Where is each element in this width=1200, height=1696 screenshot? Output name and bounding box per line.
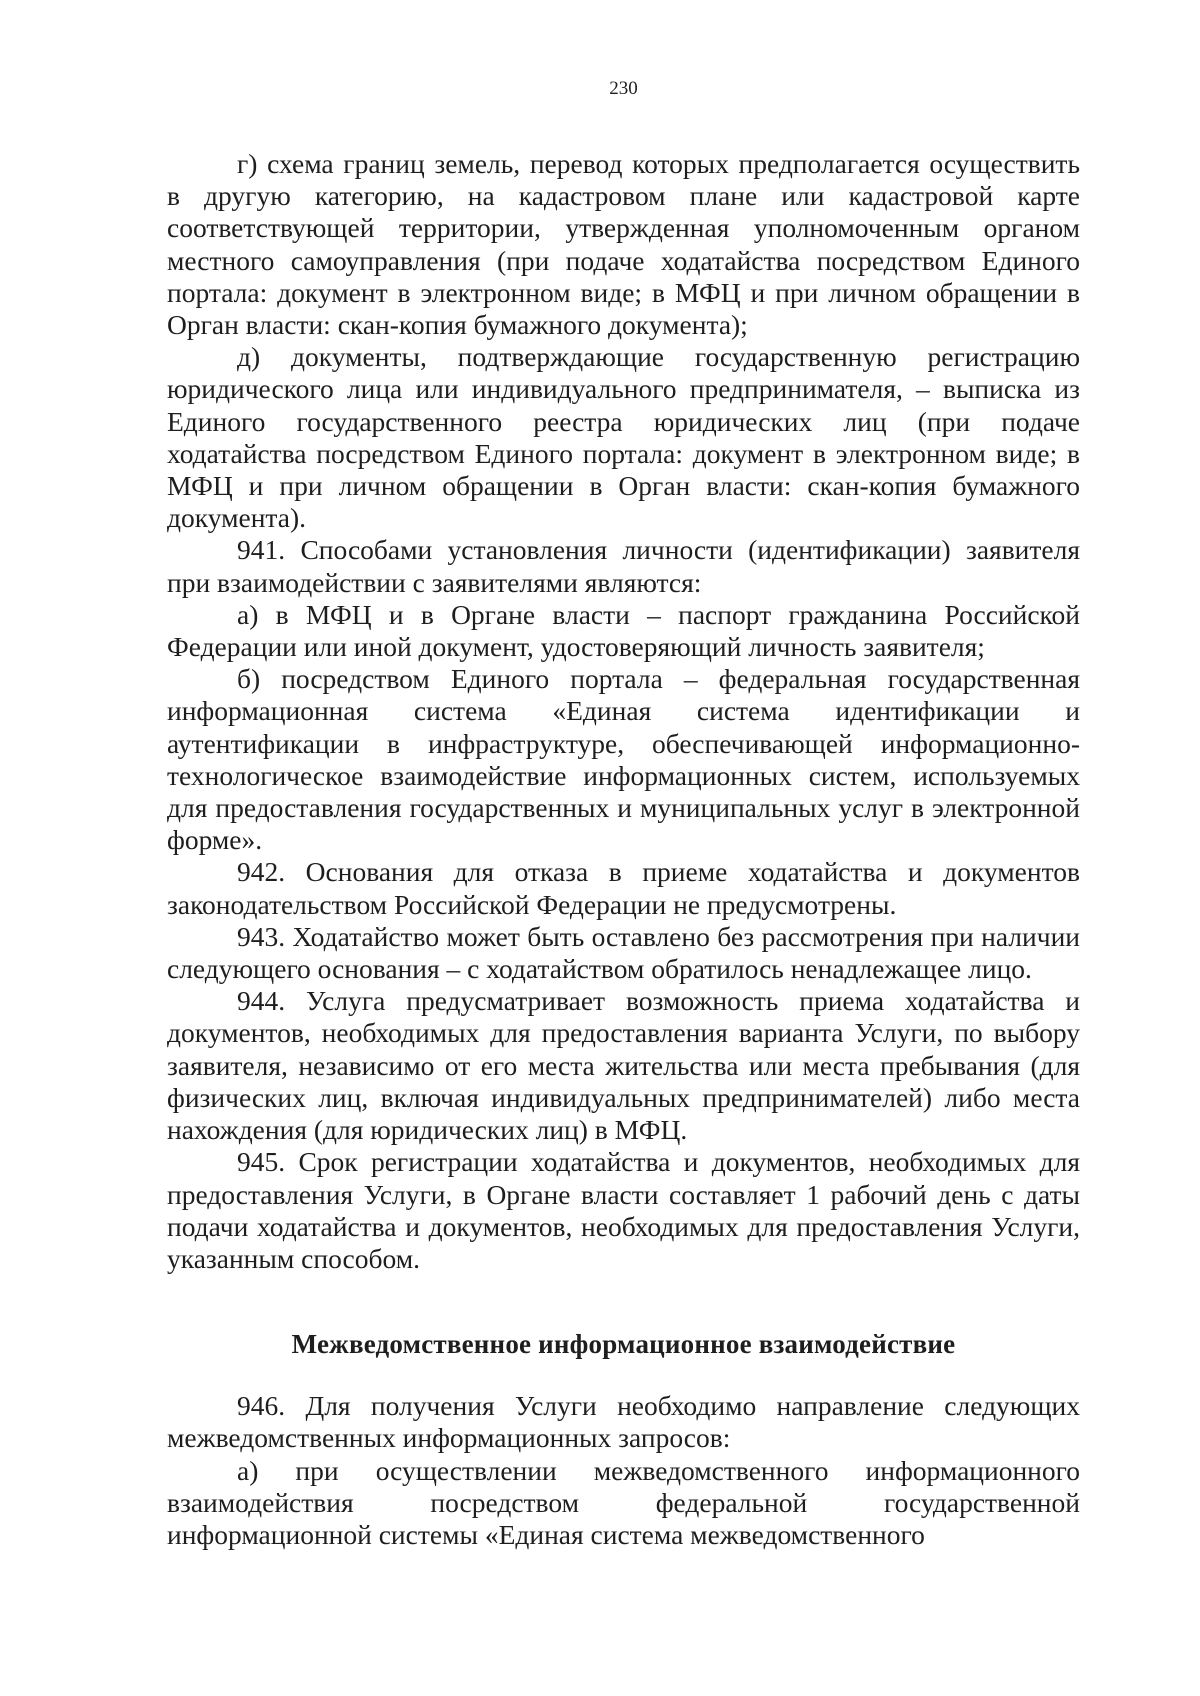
paragraph-941-b: б) посредством Единого портала – федеральная государственная информационная система «Единая система идентификации и аутентификации в инфраструктуре, обеспечивающей информационно-технологическое взаимодействие информационных систем, используемых для предоставления государственных и муниципальных услуг в электронной форме».	[167, 663, 1080, 856]
section-heading: Межведомственное информационное взаимодействие	[291, 1329, 956, 1360]
paragraph-946: 946. Для получения Услуги необходимо направление следующих межведомственных информационных запросов:	[167, 1390, 1080, 1454]
paragraph-945: 945. Срок регистрации ходатайства и документов, необходимых для предоставления Услуги, в Органе власти составляет 1 рабочий день с даты подачи ходатайства и документов, необходимых для предоставления Услуги, указанным способом.	[167, 1146, 1080, 1274]
paragraph-944: 944. Услуга предусматривает возможность приема ходатайства и документов, необходимых для предоставления варианта Услуги, по выбору заявителя, независимо от его места жительства или места пребывания (для физических лиц, включая индивидуальных предпринимателей) либо места нахождения (для юридических лиц) в МФЦ.	[167, 985, 1080, 1146]
paragraph-item-d: д) документы, подтверждающие государственную регистрацию юридического лица или индивидуального предпринимателя, – выписка из Единого государственного реестра юридических лиц (при подаче ходатайства посредством Единого портала: документ в электронном виде; в МФЦ и при личном обращении в Орган власти: скан-копия бумажного документа).	[167, 341, 1080, 534]
paragraph-943: 943. Ходатайство может быть оставлено без рассмотрения при наличии следующего основания – с ходатайством обратилось ненадлежащее лицо.	[167, 920, 1080, 985]
page-number: 230	[609, 78, 638, 99]
paragraph-942: 942. Основания для отказа в приеме ходатайства и документов законодательством Российской Федерации не предусмотрены.	[167, 856, 1080, 920]
paragraph-941-a: а) в МФЦ и в Органе власти – паспорт гражданина Российской Федерации или иной документ, удостоверяющий личность заявителя;	[167, 598, 1080, 663]
paragraph-941: 941. Способами установления личности (идентификации) заявителя при взаимодействии с заявителями являются:	[167, 534, 1080, 598]
paragraph-946-a: а) при осуществлении межведомственного информационного взаимодействия посредством федеральной государственной информационной системы «Единая система межведомственного	[167, 1454, 1080, 1550]
paragraph-item-g: г) схема границ земель, перевод которых предполагается осуществить в другую категорию, на кадастровом плане или кадастровой карте соответствующей территории, утвержденная уполномоченным органом местного самоуправления (при подаче ходатайства посредством Единого портала: документ в электронном виде; в МФЦ и при личном обращении в Орган власти: скан-копия бумажного документа);	[167, 148, 1080, 341]
